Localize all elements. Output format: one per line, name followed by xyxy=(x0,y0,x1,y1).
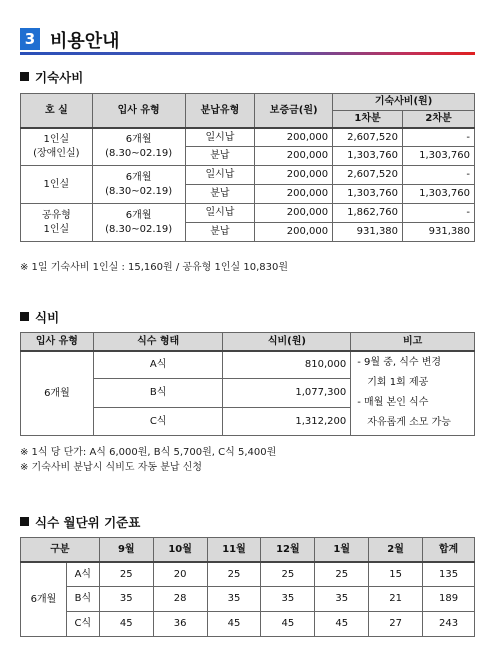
monthly-total-cell: 243 xyxy=(423,612,475,637)
monthly-header-month: 12월 xyxy=(261,538,315,562)
fees-note: ※ 1일 기숙사비 1인실 : 15,160원 / 공유형 1인실 10,830원 xyxy=(20,262,289,273)
meals-remark-cell: - 9월 중, 식수 변경 기회 1회 제공 - 매월 본인 식수 자유롭게 소모 가능 xyxy=(351,351,475,436)
room-cell: 1인실 (장애인실) xyxy=(21,128,93,166)
monthly-value-cell: 35 xyxy=(207,587,261,612)
square-bullet-icon xyxy=(20,312,29,321)
meals-period-cell: 6개월 xyxy=(21,351,94,436)
pay-cell: 일시납 xyxy=(185,166,255,185)
monthly-value-cell: 25 xyxy=(315,562,369,587)
second-cell: - xyxy=(403,166,475,185)
monthly-value-cell: 35 xyxy=(261,587,315,612)
meals-header-form: 식수 형태 xyxy=(93,333,223,351)
square-bullet-icon xyxy=(20,517,29,526)
monthly-header-month: 2월 xyxy=(369,538,423,562)
second-cell: 931,380 xyxy=(403,223,475,242)
first-cell: 1,862,760 xyxy=(333,204,403,223)
first-cell: 1,303,760 xyxy=(333,147,403,166)
section-number-badge: 3 xyxy=(20,28,40,50)
fees-heading: 기숙사비 xyxy=(20,68,83,86)
pay-cell: 일시납 xyxy=(185,204,255,223)
fees-header-room: 호 실 xyxy=(21,94,93,128)
monthly-value-cell: 21 xyxy=(369,587,423,612)
first-cell: 2,607,520 xyxy=(333,166,403,185)
monthly-header-month: 9월 xyxy=(99,538,153,562)
monthly-value-cell: 25 xyxy=(207,562,261,587)
table-row xyxy=(21,562,475,587)
meals-table xyxy=(20,332,475,436)
monthly-header-total: 합계 xyxy=(423,538,475,562)
first-cell: 1,303,760 xyxy=(333,185,403,204)
monthly-total-cell: 189 xyxy=(423,587,475,612)
monthly-value-cell: 35 xyxy=(315,587,369,612)
fees-header-type: 입사 유형 xyxy=(92,94,185,128)
monthly-table xyxy=(20,537,475,637)
table-row xyxy=(21,587,475,612)
meals-header-type: 입사 유형 xyxy=(21,333,94,351)
table-row xyxy=(21,166,475,185)
fees-header-pay: 분납유형 xyxy=(185,94,255,128)
monthly-period-cell: 6개월 xyxy=(21,562,67,637)
type-cell: 6개월 (8.30~02.19) xyxy=(92,204,185,242)
type-cell: 6개월 (8.30~02.19) xyxy=(92,128,185,166)
monthly-value-cell: 45 xyxy=(99,612,153,637)
monthly-header-month: 1월 xyxy=(315,538,369,562)
monthly-form-cell: A식 xyxy=(66,562,99,587)
meal-form-cell: B식 xyxy=(93,379,223,408)
deposit-cell: 200,000 xyxy=(255,147,333,166)
meal-form-cell: C식 xyxy=(93,408,223,436)
deposit-cell: 200,000 xyxy=(255,185,333,204)
meal-cost-cell: 1,077,300 xyxy=(223,379,351,408)
meals-heading: 식비 xyxy=(20,308,59,326)
meals-note-installment: ※ 기숙사비 분납시 식비도 자동 분납 신청 xyxy=(20,462,203,473)
pay-cell: 분납 xyxy=(185,223,255,242)
meals-header-cost: 식비(원) xyxy=(223,333,351,351)
monthly-header-category: 구분 xyxy=(21,538,100,562)
first-cell: 931,380 xyxy=(333,223,403,242)
table-row xyxy=(21,612,475,637)
first-cell: 2,607,520 xyxy=(333,128,403,147)
meals-note-unit-price: ※ 1식 당 단가: A식 6,000원, B식 5,700원, C식 5,400원 xyxy=(20,447,277,458)
second-cell: - xyxy=(403,204,475,223)
section-header xyxy=(20,28,475,56)
monthly-value-cell: 25 xyxy=(99,562,153,587)
table-row xyxy=(21,204,475,223)
monthly-header-month: 10월 xyxy=(153,538,207,562)
monthly-value-cell: 45 xyxy=(207,612,261,637)
fees-header-second: 2차분 xyxy=(403,111,475,128)
table-row xyxy=(21,351,475,379)
meals-header-remark: 비고 xyxy=(351,333,475,351)
type-cell: 6개월 (8.30~02.19) xyxy=(92,166,185,204)
room-cell: 1인실 xyxy=(21,166,93,204)
second-cell: - xyxy=(403,128,475,147)
deposit-cell: 200,000 xyxy=(255,166,333,185)
monthly-value-cell: 27 xyxy=(369,612,423,637)
monthly-form-cell: B식 xyxy=(66,587,99,612)
section-underline xyxy=(20,52,475,55)
meal-form-cell: A식 xyxy=(93,351,223,379)
pay-cell: 일시납 xyxy=(185,128,255,147)
monthly-header-month: 11월 xyxy=(207,538,261,562)
monthly-value-cell: 35 xyxy=(99,587,153,612)
monthly-value-cell: 45 xyxy=(261,612,315,637)
section-title: 비용안내 xyxy=(50,31,120,52)
meal-cost-cell: 1,312,200 xyxy=(223,408,351,436)
monthly-value-cell: 45 xyxy=(315,612,369,637)
deposit-cell: 200,000 xyxy=(255,204,333,223)
monthly-value-cell: 20 xyxy=(153,562,207,587)
meal-cost-cell: 810,000 xyxy=(223,351,351,379)
pay-cell: 분납 xyxy=(185,147,255,166)
monthly-form-cell: C식 xyxy=(66,612,99,637)
monthly-value-cell: 28 xyxy=(153,587,207,612)
second-cell: 1,303,760 xyxy=(403,147,475,166)
fees-header-first: 1차분 xyxy=(333,111,403,128)
monthly-total-cell: 135 xyxy=(423,562,475,587)
monthly-heading: 식수 월단위 기준표 xyxy=(20,513,140,531)
second-cell: 1,303,760 xyxy=(403,185,475,204)
room-cell: 공유형 1인실 xyxy=(21,204,93,242)
table-row xyxy=(21,128,475,147)
fees-header-deposit: 보증금(원) xyxy=(255,94,333,128)
square-bullet-icon xyxy=(20,72,29,81)
monthly-value-cell: 15 xyxy=(369,562,423,587)
deposit-cell: 200,000 xyxy=(255,223,333,242)
monthly-value-cell: 25 xyxy=(261,562,315,587)
fees-header-fee: 기숙사비(원) xyxy=(333,94,475,111)
deposit-cell: 200,000 xyxy=(255,128,333,147)
pay-cell: 분납 xyxy=(185,185,255,204)
monthly-value-cell: 36 xyxy=(153,612,207,637)
fees-table xyxy=(20,93,475,242)
